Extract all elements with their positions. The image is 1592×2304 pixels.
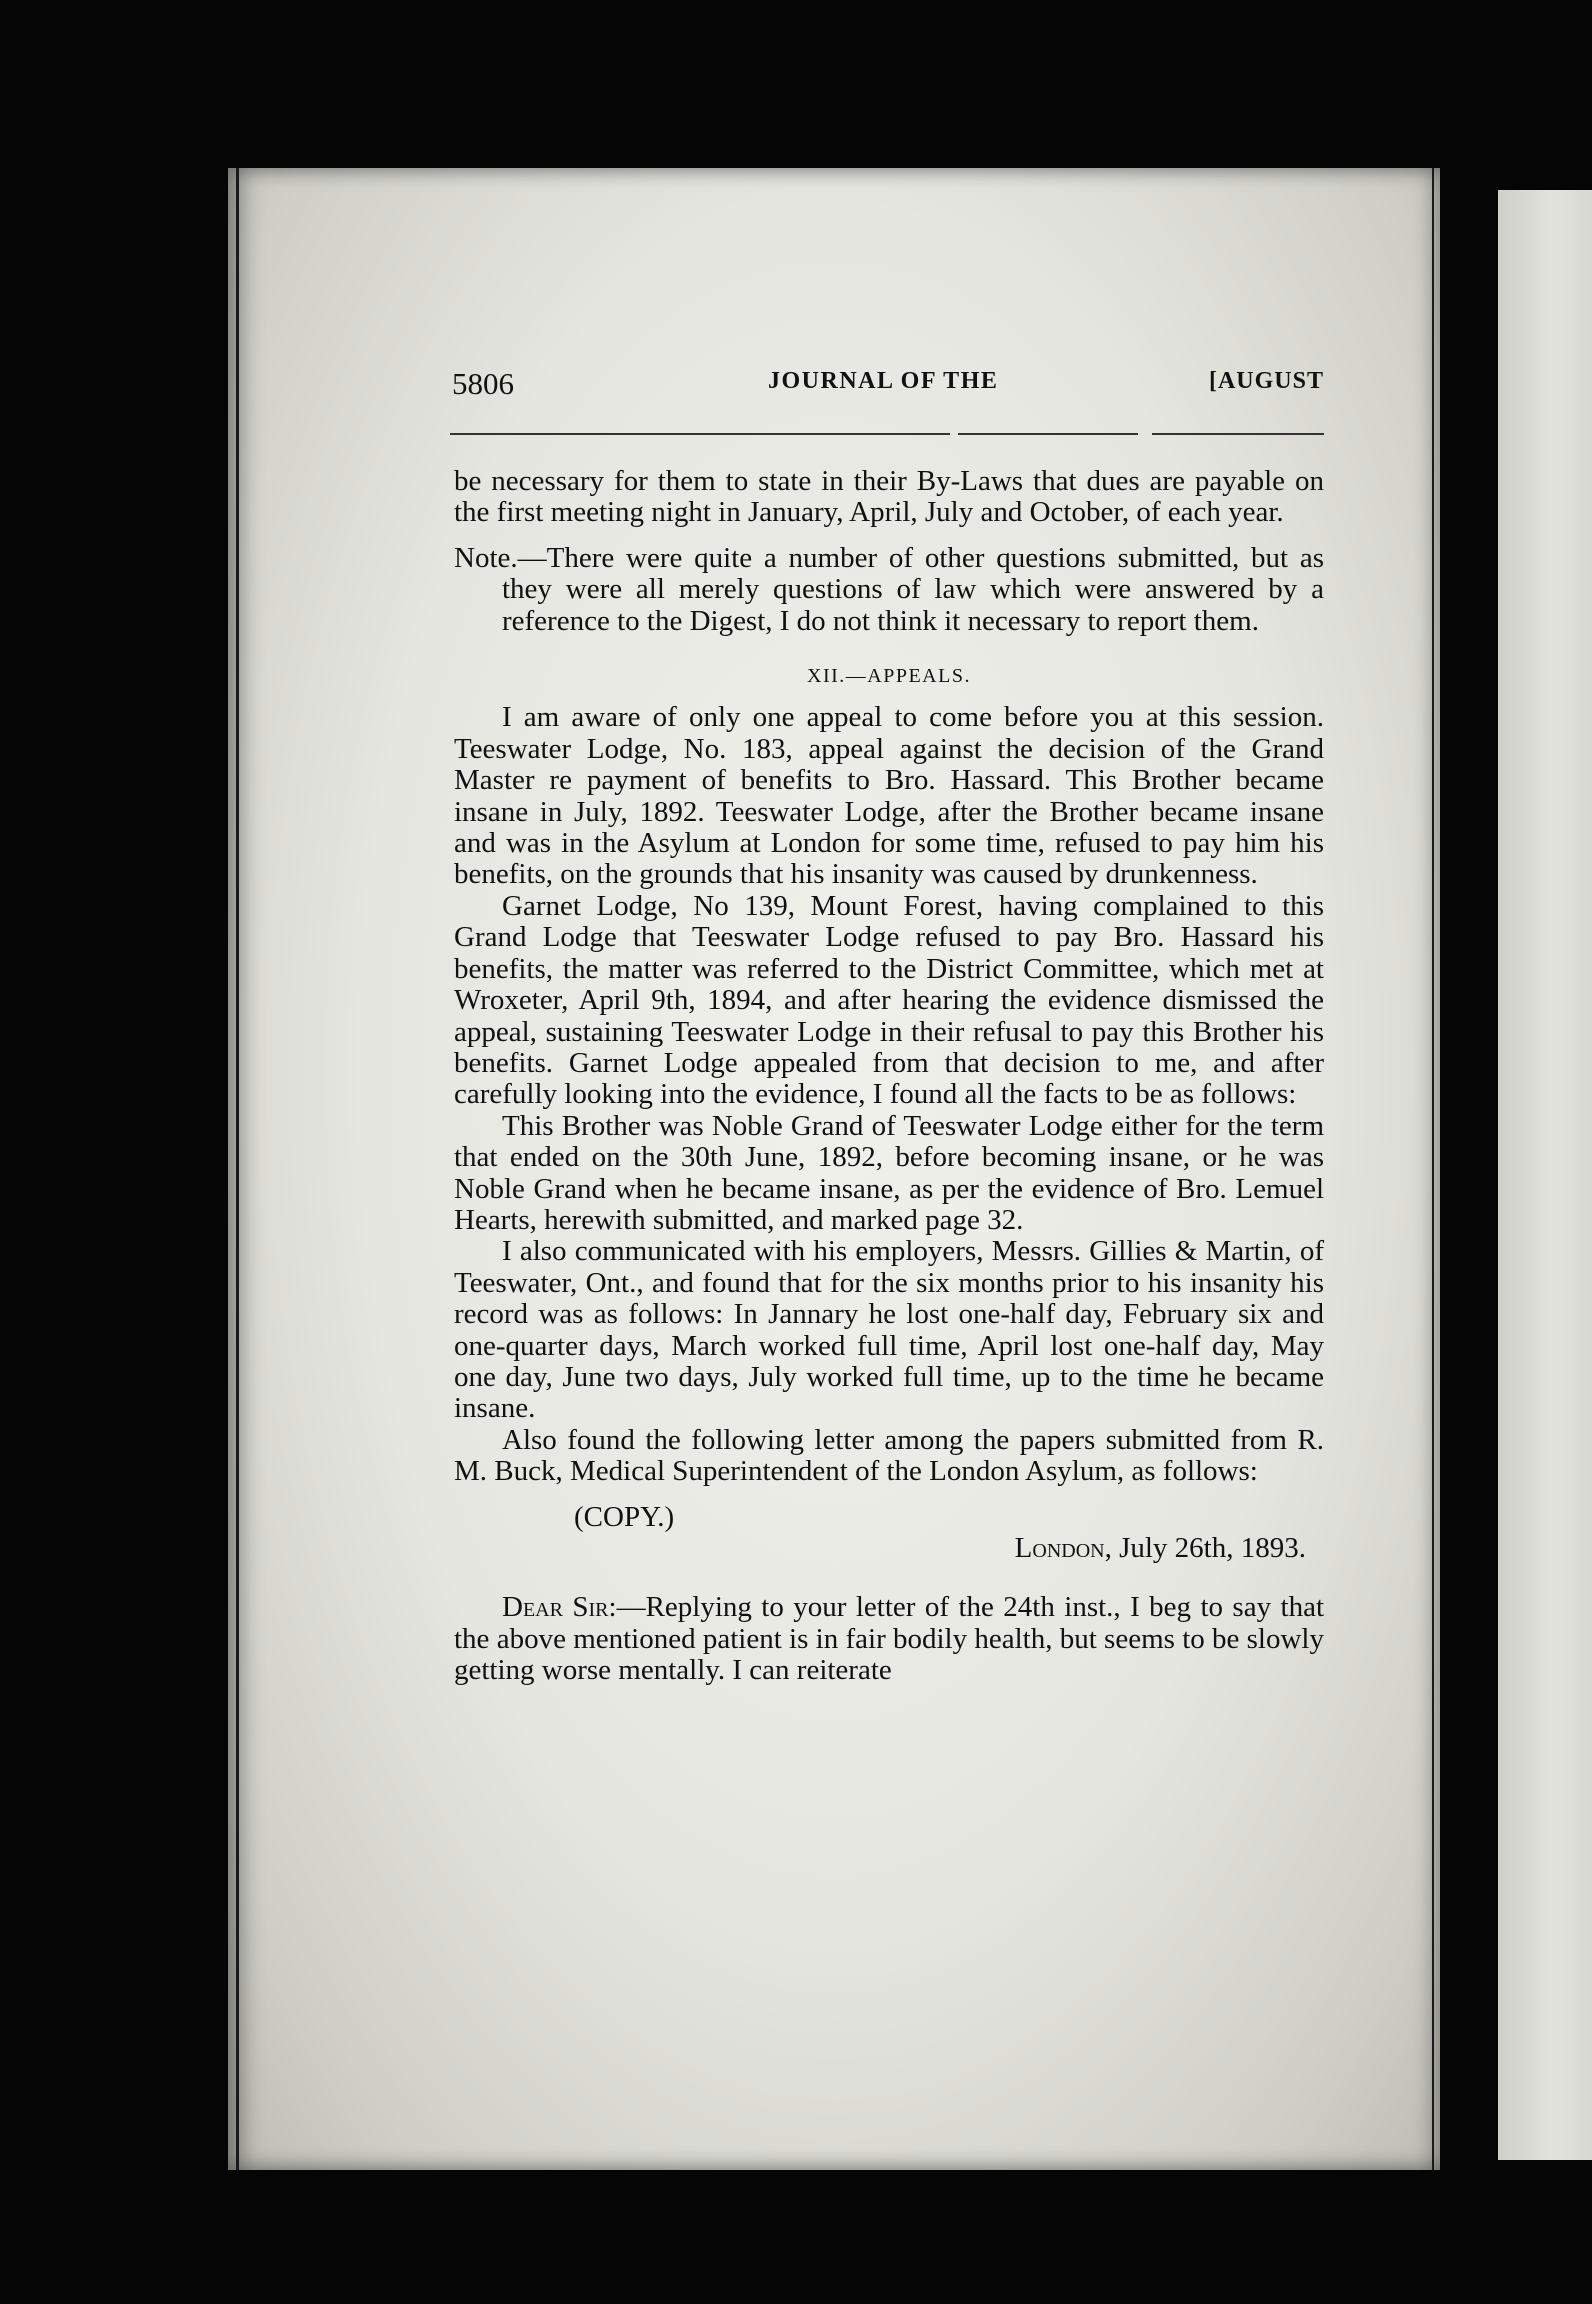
paragraph: Also found the following letter among the papers submitted from R. M. Buck, Medical Superintendent of the London Asylum, as follows: [454,1423,1324,1488]
adjacent-page-edge [1498,190,1592,2160]
paragraph: Garnet Lodge, No 139, Mount Forest, having complained to this Grand Lodge that Teeswater Lodge refused to pay Bro. Hassard his benefits, the matter was referred to the District Committee, which met at Wroxeter, April 9th, 1894, and after hearing the evidence dismissed the appeal, sustaining Teeswater Lodge in their refusal to pay this Brother his benefits. Garnet Lodge appealed from that decision to me, and after carefully looking into the evidence, I found all the facts to be as follows: [454,889,1324,1111]
copy-label: (COPY.) [574,1500,675,1533]
page-number: 5806 [452,366,514,401]
body-text [454,466,1324,1687]
letter-salutation: Dear Sir: [502,1591,617,1624]
paragraph: be necessary for them to state in their By-Laws that dues are payable on the first meeting night in January, April, July and October, of each year. [454,465,1324,529]
note-paragraph: Note.—There were quite a number of other questions submitted, but as they were all merely questions of law which were answered by a reference to the Digest, I do not think it necessary to report them. [454,541,1324,637]
section-heading: XII.—APPEALS. [807,665,971,688]
running-header [452,366,1324,406]
header-month: [AUGUST [1208,368,1324,394]
paragraph: I also communicated with his employers, Messrs. Gillies & Martin, of Teeswater, Ont., and found that for the six months prior to his insanity his record was as follows: In Jannary he lost one-half day, February six and one-quarter days, March worked full time, April lost one-half day, May one day, June two days, July worked full time, up to the time he became insane. [454,1235,1324,1425]
page-edge-line [1432,168,1434,2170]
header-rule [450,433,950,435]
dateline-date: July 26th, 1893. [1111,1532,1306,1564]
letter-text: —Replying to your letter of the 24th inst., I beg to say that the above mentioned patient is in fair bodily health, but seems to be slowly getting worse mentally. I can reiterate [454,1591,1324,1687]
paragraph: This Brother was Noble Grand of Teeswater Lodge either for the term that ended on the 30th June, 1892, before becoming insane, or he was Noble Grand when he became insane, as per the evidence of Bro. Lemuel Hearts, herewith submitted, and marked page 32. [454,1109,1324,1236]
dateline-city: London, [1014,1532,1112,1564]
header-rule [1152,433,1324,435]
header-rule [958,433,1138,435]
paragraph: I am aware of only one appeal to come before you at this session. Teeswater Lodge, No. 183, appeal against the decision of the Grand Master re payment of benefits to Bro. Hassard. This Brother became insane in July, 1892. Teeswater Lodge, after the Brother became insane and was in the Asylum at London for some time, refused to pay him his benefits, on the grounds that his insanity was caused by drunkenness. [454,701,1324,891]
letter-dateline [454,1533,1324,1564]
letter-paragraph [454,1592,1324,1686]
page-edge-line [236,168,239,2170]
journal-title: JOURNAL OF THE [768,368,999,394]
